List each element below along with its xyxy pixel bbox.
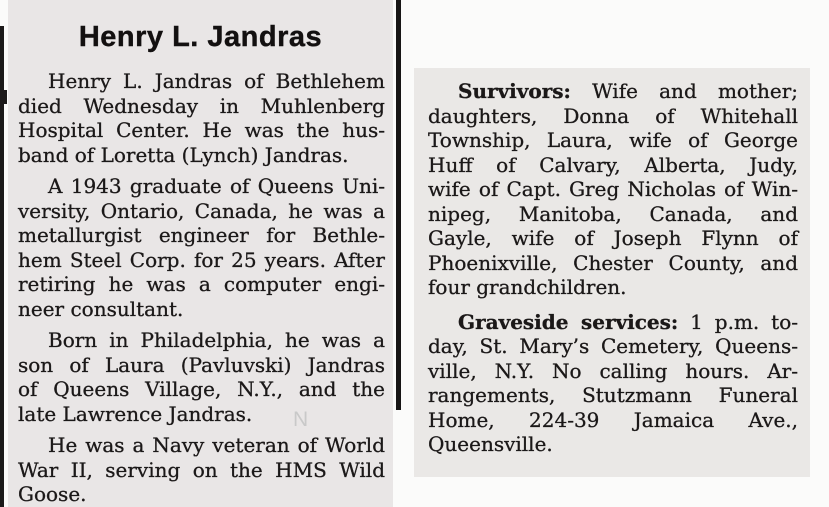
text-line: A 1943 graduate of Queens Uni- <box>48 174 385 198</box>
text-line: Home, 224-39 Jamaica Ave., <box>428 407 798 432</box>
text-line: versity, Ontario, Canada, he was a <box>18 198 385 223</box>
text-line: band of Loretta (Lynch) Jandras. <box>18 142 349 167</box>
paragraph <box>428 79 798 300</box>
text-line: Hospital Center. He was the hus- <box>18 118 385 142</box>
text-line: Phoenixville, Chester County, and <box>428 250 798 275</box>
obituary-right-column <box>414 68 810 477</box>
text-line: nipeg, Manitoba, Canada, and <box>428 201 798 226</box>
text-line: Gayle, wife of Joseph Flynn of <box>428 226 798 250</box>
text-line: Born in Philadelphia, he was a <box>48 328 385 352</box>
paragraph <box>18 328 385 426</box>
paragraph <box>428 310 798 457</box>
text-line: day, St. Mary’s Cemetery, Queens- <box>428 334 798 358</box>
paragraph <box>18 174 385 321</box>
text-line: neer consultant. <box>18 296 184 321</box>
text-line: Goose. <box>18 482 87 506</box>
text-line: Graveside services: 1 p.m. to- <box>458 309 798 334</box>
text-line: died Wednesday in Muhlenberg <box>18 93 385 118</box>
text-line: daughters, Donna of Whitehall <box>428 103 798 128</box>
bold-lead: Graveside services: <box>458 309 679 334</box>
text-line: wife of Capt. Greg Nicholas of Win- <box>428 177 798 201</box>
paragraph <box>18 433 385 507</box>
text-line: Queensville. <box>428 432 553 456</box>
left-column-text <box>18 69 385 507</box>
text-line: son of Laura (Pavluvski) Jandras <box>18 352 385 377</box>
text-line: Henry L. Jandras of Bethlehem <box>48 69 385 93</box>
right-column-text <box>428 79 798 457</box>
watermark-letter: N <box>293 408 309 431</box>
text-line: retiring he was a computer engi- <box>18 272 385 296</box>
text-line: ville, N.Y. No calling hours. Ar- <box>428 358 798 383</box>
scan-edge-notch <box>0 90 7 104</box>
obituary-left-column <box>8 0 393 507</box>
text-line: He was a Navy veteran of World <box>48 433 385 457</box>
paragraph <box>18 69 385 167</box>
text-line: of Queens Village, N.Y., and the <box>18 377 385 401</box>
text-line: metallurgist engineer for Bethle- <box>18 223 385 247</box>
text-line: four grandchildren. <box>428 275 627 299</box>
obituary-headline: Henry L. Jandras <box>78 21 323 53</box>
text-line: Survivors: Wife and mother; <box>458 79 798 103</box>
text-line: rangements, Stutzmann Funeral <box>428 383 798 407</box>
text-line: War II, serving on the HMS Wild <box>18 457 385 482</box>
text-line: late Lawrence Jandras. <box>18 401 253 426</box>
text-line: Township, Laura, wife of George <box>428 128 798 152</box>
text-line: hem Steel Corp. for 25 years. After <box>18 247 385 272</box>
text-line: Huff of Calvary, Alberta, Judy, <box>428 152 798 177</box>
bold-lead: Survivors: <box>458 79 571 103</box>
column-divider-rule <box>396 0 401 410</box>
